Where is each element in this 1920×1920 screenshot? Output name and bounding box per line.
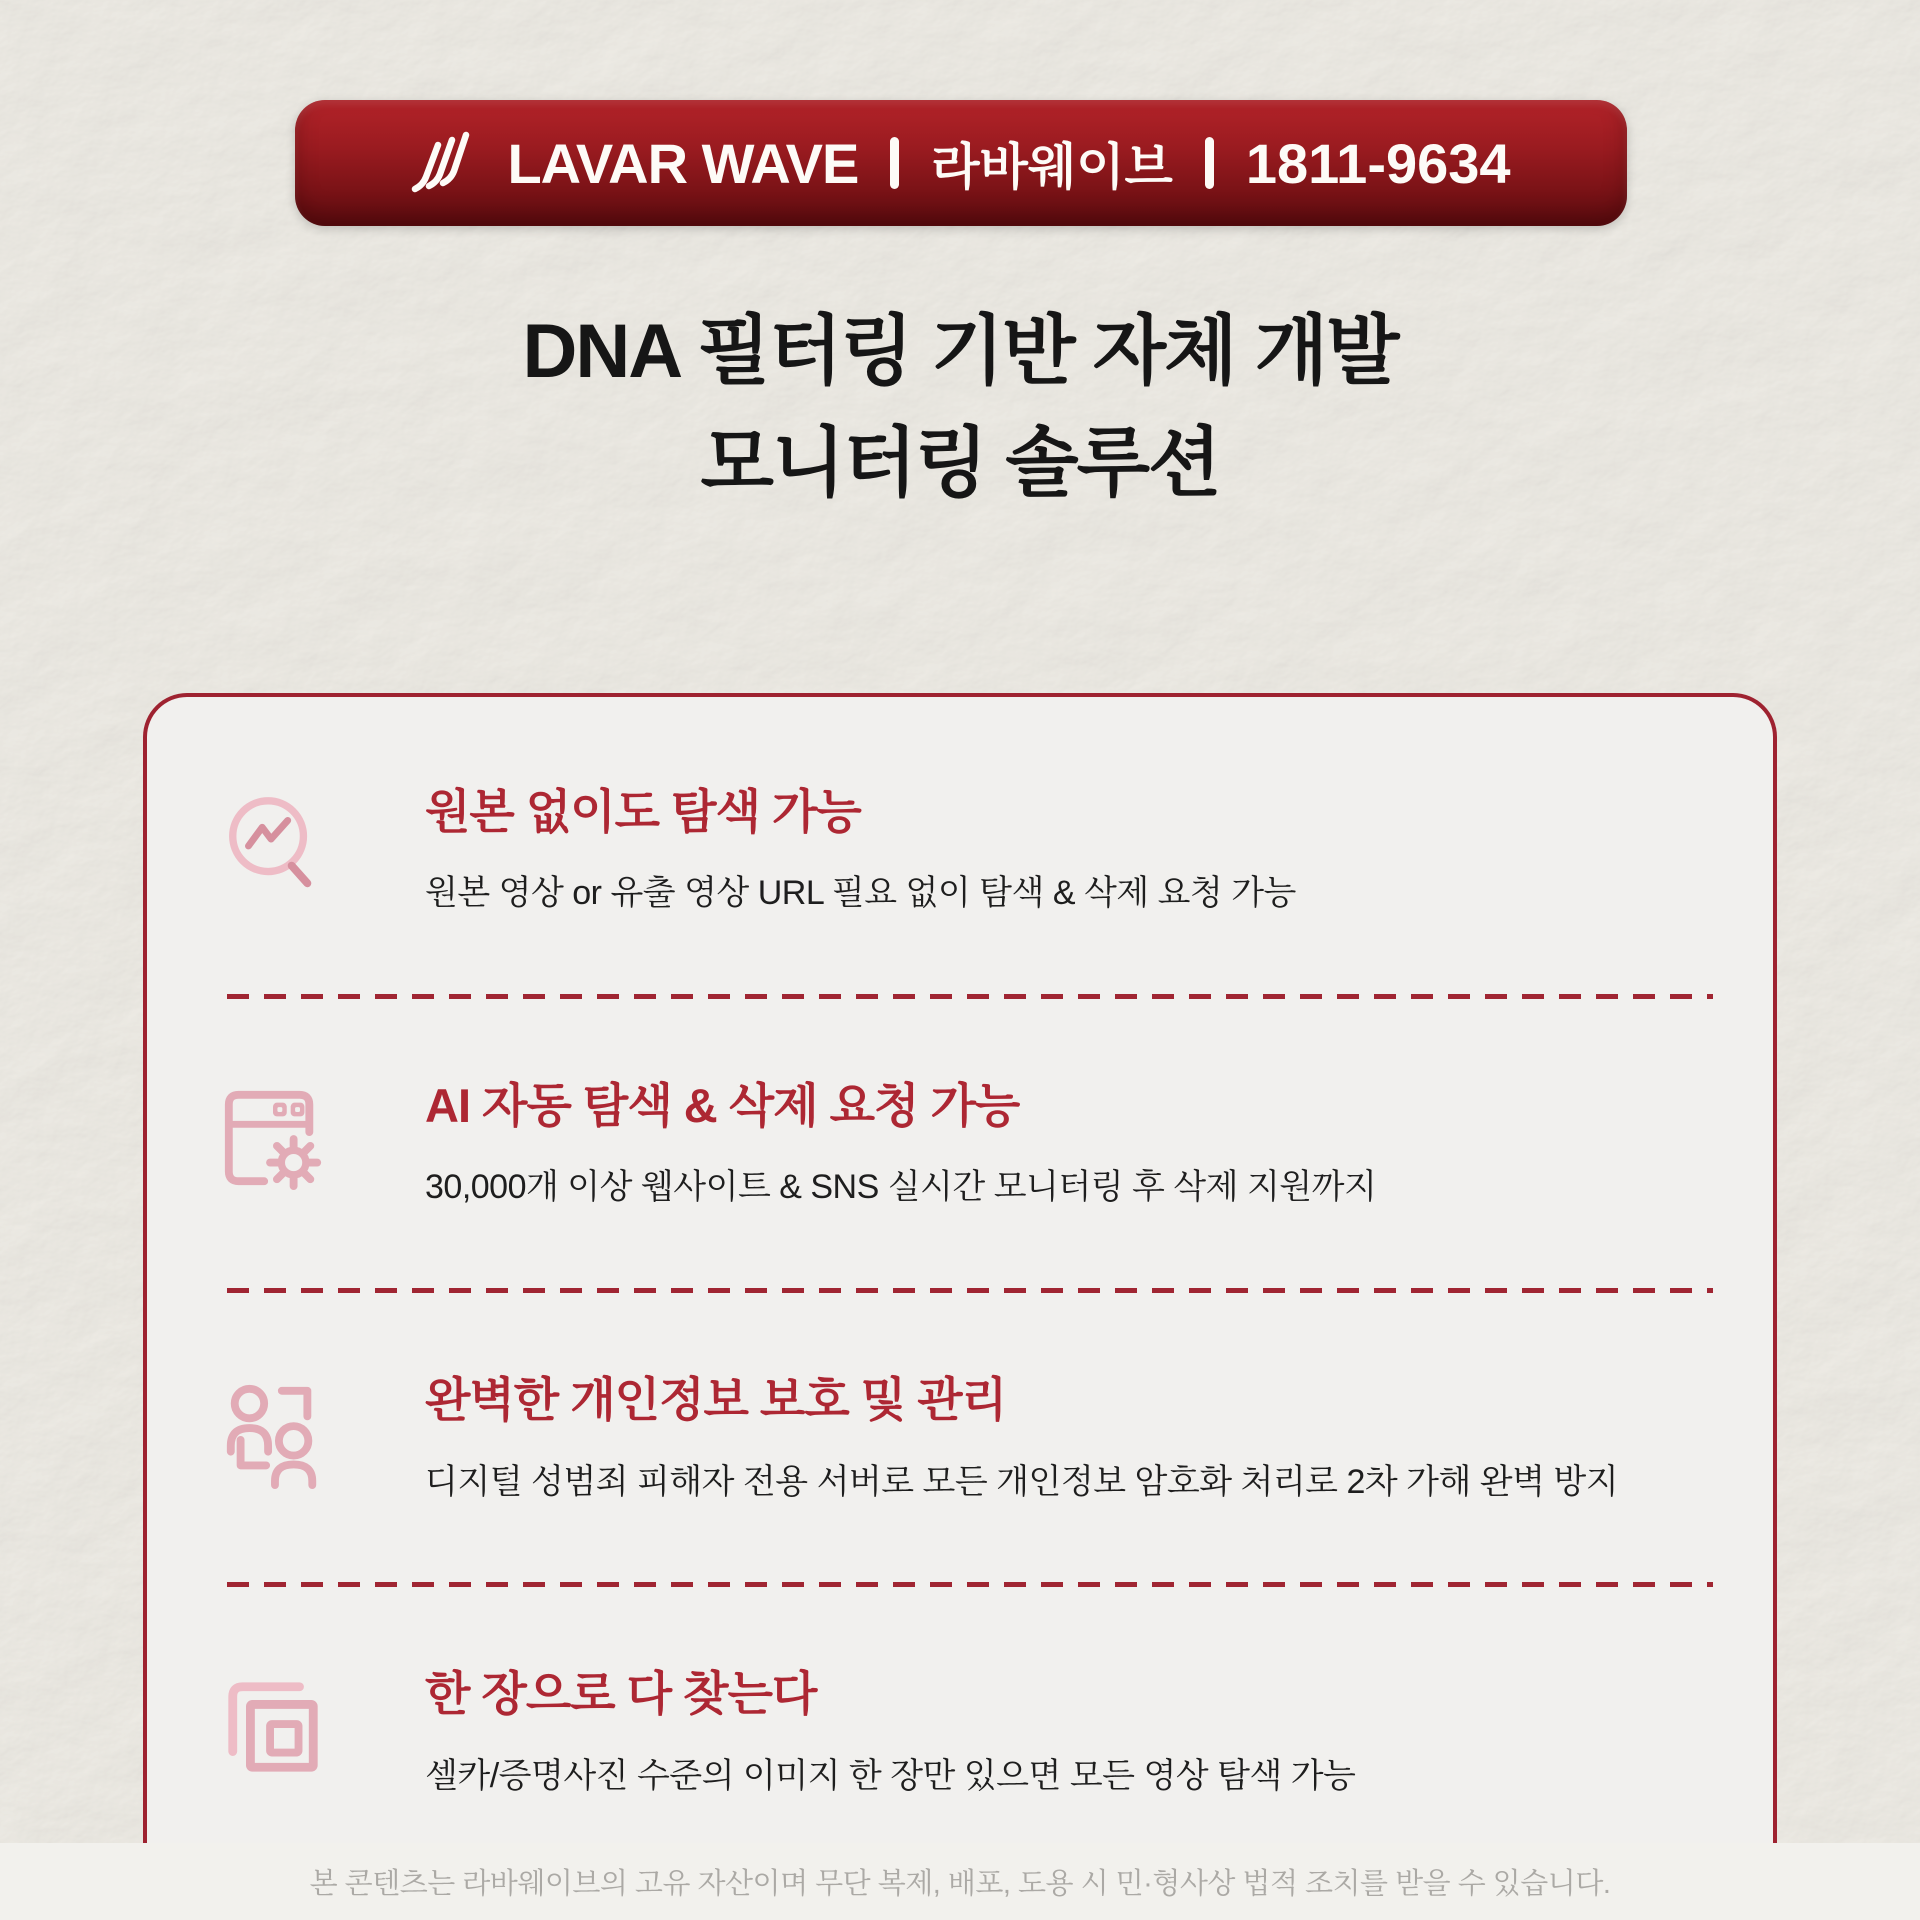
separator-bar [890,137,899,189]
dashed-divider [227,1288,1713,1293]
page-title [0,296,1920,519]
footer-bar [0,1843,1920,1920]
dashed-divider [227,1582,1713,1587]
feature-text [425,1079,1376,1208]
wave-logo-icon [411,131,475,195]
feature-heading: 완벽한 개인정보 보호 및 관리 [425,1373,1007,1427]
search-trend-icon [219,785,327,905]
phone-number: 1811-9634 [1245,131,1511,195]
page-title-line2: 모니터링 솔루션 [700,420,1220,506]
brand-name: LAVAR WAVE [507,131,859,195]
feature-text [425,1667,1355,1796]
dashed-divider [227,994,1713,999]
feature-heading: AI 자동 탐색 & 삭제 요청 가능 [425,1079,1020,1133]
feature-item [219,785,1739,914]
feature-description: 원본 영상 or 유출 영상 URL 필요 없이 탐색 & 삭제 요청 가능 [425,874,1296,913]
feature-text [425,785,1296,914]
feature-item [219,1667,1739,1796]
feature-heading: 원본 없이도 탐색 가능 [425,785,861,838]
browser-gear-icon [219,1079,327,1199]
feature-item [219,1079,1739,1208]
feature-description: 30,000개 이상 웹사이트 & SNS 실시간 모니터링 후 삭제 지원까지 [425,1168,1377,1207]
photo-stack-icon [219,1667,327,1787]
feature-item [219,1373,1739,1502]
features-card [143,693,1777,1845]
brand-name-korean: 라바웨이브 [931,139,1173,195]
copyright-notice: 본 콘텐츠는 라바웨이브의 고유 자산이며 무단 복제, 배포, 도용 시 민·형사상 법적 조치를 받을 수 있습니다. [309,1868,1611,1900]
people-privacy-icon [219,1373,327,1493]
feature-description: 셀카/증명사진 수준의 이미지 한 장만 있으면 모든 영상 탐색 가능 [425,1756,1356,1795]
page-title-line1: DNA 필터링 기반 자체 개발 [522,309,1398,394]
brand-banner [295,100,1627,226]
feature-description: 디지털 성범죄 피해자 전용 서버로 모든 개인정보 암호화 처리로 2차 가해 완벽 방지 [425,1462,1619,1501]
feature-text [425,1373,1618,1502]
feature-heading: 한 장으로 다 찾는다 [425,1667,817,1721]
separator-bar [1205,137,1214,189]
